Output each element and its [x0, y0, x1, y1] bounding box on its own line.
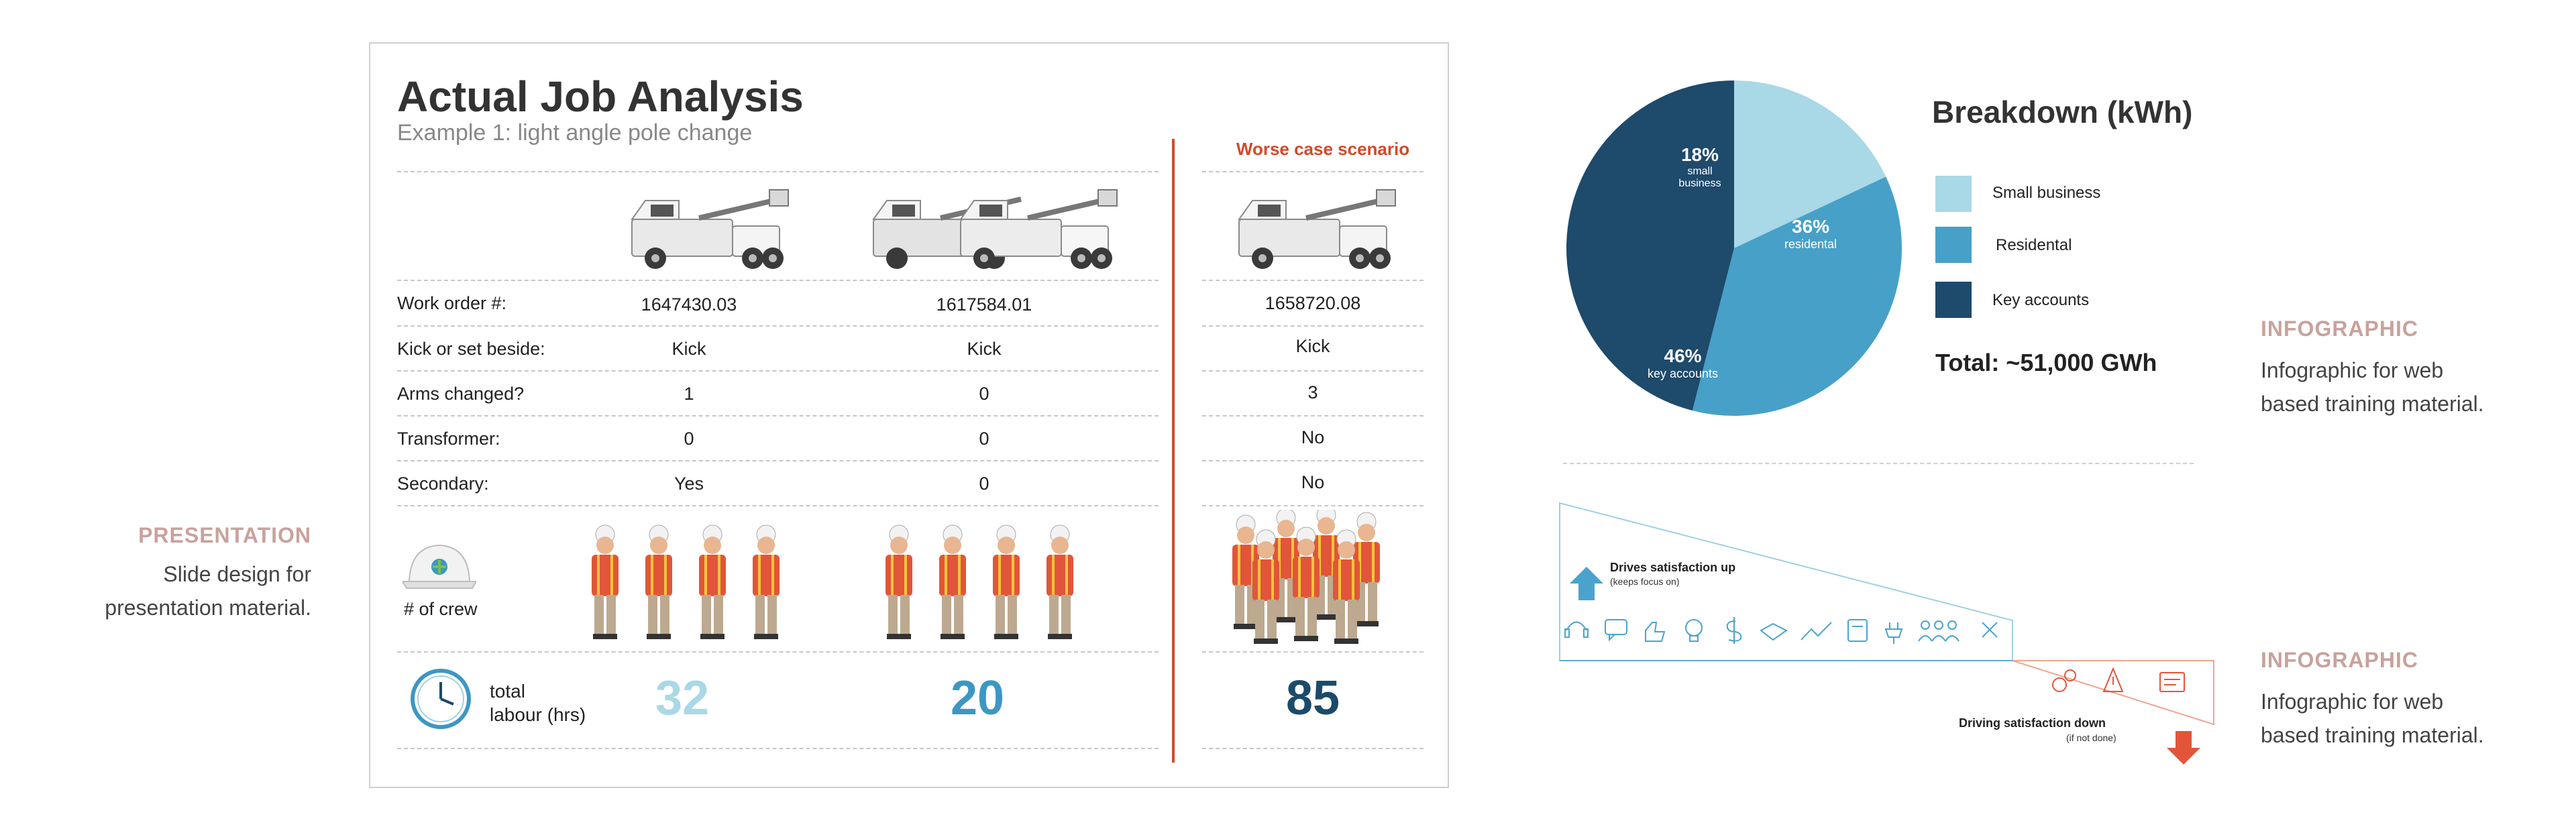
gears-icon — [2053, 670, 2076, 691]
crew-group-2 — [872, 520, 1093, 651]
thumbs-up-icon — [1646, 622, 1664, 641]
cell-secondary-1: Yes — [674, 474, 704, 494]
crew-group-3 — [1219, 510, 1393, 654]
worse-case-divider — [1172, 139, 1175, 763]
row-label-work-order: Work order #: — [397, 293, 507, 313]
bucket-truck-icon — [867, 186, 1135, 273]
divider — [1202, 460, 1424, 461]
legend-swatch-key-accounts — [1935, 282, 1972, 318]
satisfaction-infographic — [1550, 493, 2220, 775]
legend-label-key-accounts: Key accounts — [1992, 291, 2090, 309]
legend-label-small-business: Small business — [1992, 184, 2101, 202]
up-title: Drives satisfaction up — [1610, 561, 1736, 574]
pie-chart — [1563, 70, 1905, 426]
cell-kick-2: Kick — [967, 339, 1002, 359]
infographic-caption-1-title: INFOGRAPHIC — [2261, 317, 2418, 341]
people-icon — [1919, 621, 1959, 641]
meter-icon — [1848, 620, 1867, 641]
legend-swatch-small-business — [1935, 176, 1972, 212]
cell-arms-1: 1 — [684, 384, 694, 404]
divider — [1202, 505, 1424, 506]
crew-group-1 — [578, 520, 800, 651]
cell-kick-3: Kick — [1295, 336, 1330, 356]
slide-frame — [369, 42, 1449, 788]
pie-label-small-business-pct: 18% — [1680, 144, 1719, 165]
infographic-caption-2-line2: based training material. — [2261, 723, 2484, 747]
cell-transformer-2: 0 — [979, 429, 989, 449]
crew-workers-icon — [872, 520, 1093, 647]
crew-workers-icon — [578, 520, 800, 647]
infographic-separator — [1563, 463, 2194, 464]
divider — [397, 415, 1159, 417]
truck-group-2 — [867, 186, 1135, 276]
row-label-kick: Kick or set beside: — [397, 339, 545, 359]
infographic-caption-1-line1: Infographic for web — [2261, 358, 2444, 382]
plug-icon — [1886, 622, 1902, 644]
worse-case-heading: Worse case scenario — [1236, 139, 1410, 159]
cell-work-order-3: 1658720.08 — [1265, 293, 1361, 313]
pie-label-residental-sub: residental — [1784, 237, 1837, 251]
up-subtitle: (keeps focus on) — [1610, 576, 1680, 587]
labour-value-3: 85 — [1285, 671, 1340, 725]
cell-kick-1: Kick — [672, 339, 706, 359]
presentation-caption-title: PRESENTATION — [138, 523, 311, 547]
divider — [397, 280, 1159, 281]
chat-icon — [1605, 620, 1627, 640]
divider — [1202, 748, 1424, 749]
divider — [397, 171, 1159, 172]
close-icon — [1982, 622, 1997, 637]
truck-group-3 — [1226, 186, 1407, 276]
pie-title: Breakdown (kWh) — [1932, 95, 2193, 129]
down-icons-row — [2046, 661, 2207, 701]
bucket-truck-icon — [1226, 186, 1407, 273]
handshake-icon — [1761, 624, 1786, 640]
cell-transformer-1: 0 — [684, 429, 694, 449]
pie-label-key-accounts-sub: key accounts — [1648, 367, 1719, 380]
infographic-caption-2-line1: Infographic for web — [2261, 689, 2444, 714]
divider — [1202, 325, 1424, 327]
lightbulb-icon — [1686, 620, 1702, 641]
presentation-caption-line1: Slide design for — [163, 562, 311, 586]
clock-icon — [409, 667, 472, 734]
up-icons-row — [1560, 610, 2016, 651]
infographic-caption-2-title: INFOGRAPHIC — [2261, 648, 2418, 672]
hard-hat-icon — [402, 540, 476, 597]
down-subtitle: (if not done) — [2066, 732, 2116, 743]
row-label-transformer: Transformer: — [397, 429, 500, 449]
cell-work-order-2: 1617584.01 — [936, 294, 1032, 315]
divider — [1202, 280, 1424, 281]
pie-label-key-accounts-pct: 46% — [1664, 345, 1702, 366]
crew-label: # of crew — [404, 599, 478, 619]
cell-transformer-3: No — [1301, 427, 1325, 447]
truck-group-1 — [619, 186, 800, 276]
legend-swatch-residental — [1935, 227, 1972, 263]
alert-icon — [2104, 669, 2123, 691]
cell-arms-2: 0 — [979, 384, 989, 404]
divider — [397, 460, 1159, 461]
cell-secondary-3: No — [1301, 472, 1325, 492]
pie-label-small-business — [1673, 144, 1727, 190]
labour-label-2: labour (hrs) — [490, 704, 586, 725]
divider — [1202, 370, 1424, 372]
graph-icon — [1801, 622, 1831, 640]
labour-label-1: total — [490, 681, 525, 702]
crew-workers-icon — [1219, 510, 1393, 651]
divider — [397, 325, 1159, 327]
cell-secondary-2: 0 — [979, 474, 989, 494]
divider — [1202, 171, 1424, 172]
labour-value-1: 32 — [655, 671, 710, 725]
pie-label-small-business-sub: small business — [1678, 166, 1721, 189]
pie-total: Total: ~51,000 GWh — [1935, 349, 2157, 376]
slide-title: Actual Job Analysis — [397, 72, 804, 121]
divider — [397, 370, 1159, 372]
slide-subtitle: Example 1: light angle pole change — [397, 120, 753, 146]
dollar-icon — [1727, 617, 1741, 644]
row-label-secondary: Secondary: — [397, 474, 489, 494]
divider — [397, 748, 1159, 749]
legend-label-residental: Residental — [1996, 236, 2072, 254]
presentation-caption-line2: presentation material. — [105, 596, 311, 620]
divider — [397, 651, 1159, 653]
pie-label-residental — [1784, 216, 1837, 252]
infographic-caption-1-line2: based training material. — [2261, 392, 2484, 416]
pie-label-residental-pct: 36% — [1792, 216, 1830, 237]
divider — [397, 505, 1159, 506]
pie-label-key-accounts — [1648, 345, 1718, 381]
pie-chart-svg — [1563, 70, 1905, 426]
bill-icon — [2160, 673, 2184, 691]
row-label-arms: Arms changed? — [397, 384, 525, 404]
cell-work-order-1: 1647430.03 — [641, 294, 737, 315]
headset-icon — [1565, 622, 1588, 638]
down-title: Driving satisfaction down — [1959, 716, 2106, 730]
cell-arms-3: 3 — [1307, 382, 1318, 402]
labour-value-2: 20 — [950, 671, 1005, 725]
divider — [1202, 415, 1424, 417]
bucket-truck-icon — [619, 186, 800, 273]
